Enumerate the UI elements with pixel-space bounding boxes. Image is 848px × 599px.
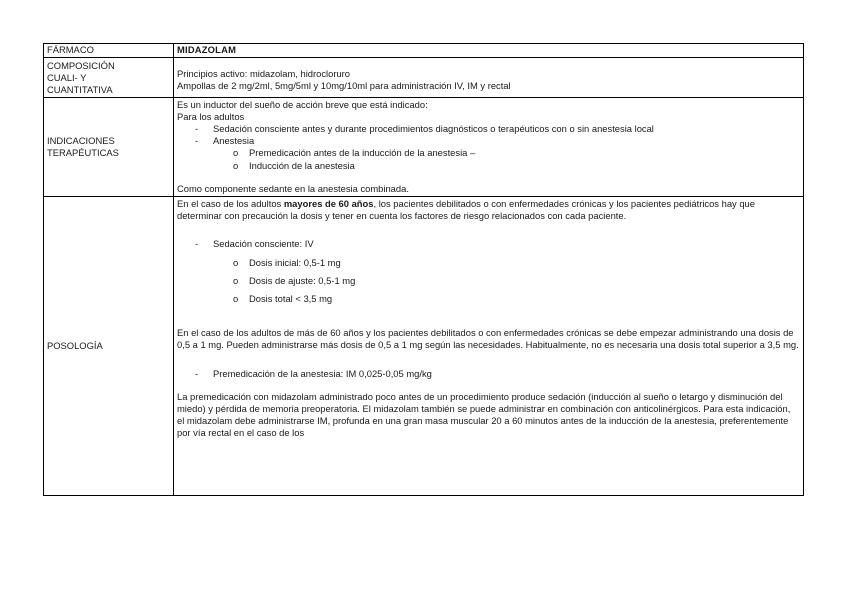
dose-item [177,257,800,269]
indications-row [44,97,804,196]
posology-row [44,197,804,496]
indication-sub-bullet [177,147,800,159]
posology-content [177,198,800,495]
posology-bullet-text: - Premedicación de la anestesia: IM 0,025-0,05 mg/kg [213,367,432,379]
posology-p1-text: En el caso de los adultos [177,198,284,210]
dose-item [177,275,800,287]
indication-bullet-text: - Sedación consciente antes y durante procedimientos diagnósticos o terapéuticos con o sin anestesia local [213,123,654,135]
header-row [44,44,804,58]
spacer [177,352,800,368]
indications-intro: Es un inductor del sueño de acción breve que está indicado: [177,98,428,110]
drug-info-table [43,43,804,496]
composition-line: Ampollas de 2 mg/2ml, 5mg/5ml y 10mg/10ml para administración IV, IM y rectal [177,80,511,92]
posology-bullet [177,368,800,380]
indications-label-line: TERAPÉUTICAS [47,146,119,158]
indication-sub-bullet-text: o Inducción de la anestesia [249,159,355,171]
posology-paragraph-1 [177,198,800,222]
drug-name-cell: MIDAZOLAM [174,44,804,58]
composition-line: Principios activo: midazolam, hidrocloruro [177,68,350,79]
posology-bullet-text: - Sedación consciente: IV [213,238,314,250]
composition-label-line: CUALI- Y [47,72,87,84]
indication-sub-bullet-text: o Premedicación antes de la inducción de la anestesia – [249,147,476,159]
posology-p1-emphasis: mayores de 60 años [283,198,374,210]
spacer [177,222,800,238]
indications-value-cell [174,97,804,196]
spacer [177,380,800,391]
indication-bullet [177,123,800,135]
spacer [177,172,800,183]
composition-label-cell [44,58,174,98]
posology-paragraph-3: La premedicación con midazolam administrado poco antes de un procedimiento produce sedación (inducción al sueño o letargo y disminución del miedo) y pérdida de memoria preoperatoria. El midazolam también se puede administrar en combinación con anticolinérgicos. Para esta indicación, el midazolam debe administrarse IM, profunda en una gran masa muscular 20 a 60 minutos antes de la inducción de la anestesia, preferentemente por vía rectal en el caso de los [177,390,791,439]
indications-closing: Como componente sedante en la anestesia combinada. [177,182,409,194]
spacer [177,305,800,327]
composition-value-cell [174,58,804,98]
posology-value-cell [174,197,804,496]
dose-item-text: o Dosis inicial: 0,5-1 mg [249,256,341,268]
dose-item-text: o Dosis de ajuste: 0,5-1 mg [249,274,356,286]
composition-row [44,58,804,98]
composition-label-line: CUANTITATIVA [47,84,113,96]
posology-paragraph-2: En el caso de los adultos de más de 60 años y los pacientes debilitados o con enfermedades crónicas se debe empezar administrando una dosis de 0,5 a 1 mg. Pueden administrarse más dosis de 0,5 a 1 mg según las necesidades. Habitualmente, no es necesaria una dosis total superior a 3,5 mg. [177,327,799,351]
indication-bullet-text: - Anestesia [213,135,255,147]
header-label-cell: FÁRMACO [44,44,174,58]
posology-bullet [177,238,800,250]
dose-item [177,293,800,305]
indications-label-cell [44,97,174,196]
indications-adults: Para los adultos [177,110,245,122]
indication-sub-bullet [177,160,800,172]
posology-label-cell: POSOLOGÍA [44,197,174,496]
dose-item-text: o Dosis total < 3,5 mg [249,293,333,305]
composition-label-line: COMPOSICIÓN [47,60,115,71]
indication-bullet [177,135,800,147]
indications-label-line: INDICACIONES [47,134,115,146]
posology-p1-text: , los pacientes debilitados o con enfermedades crónicas y los pacientes pediátricos hay que determinar con precaución la dosis y tener en cuenta los factores de riesgo relacionados con cada paciente. [177,198,755,222]
